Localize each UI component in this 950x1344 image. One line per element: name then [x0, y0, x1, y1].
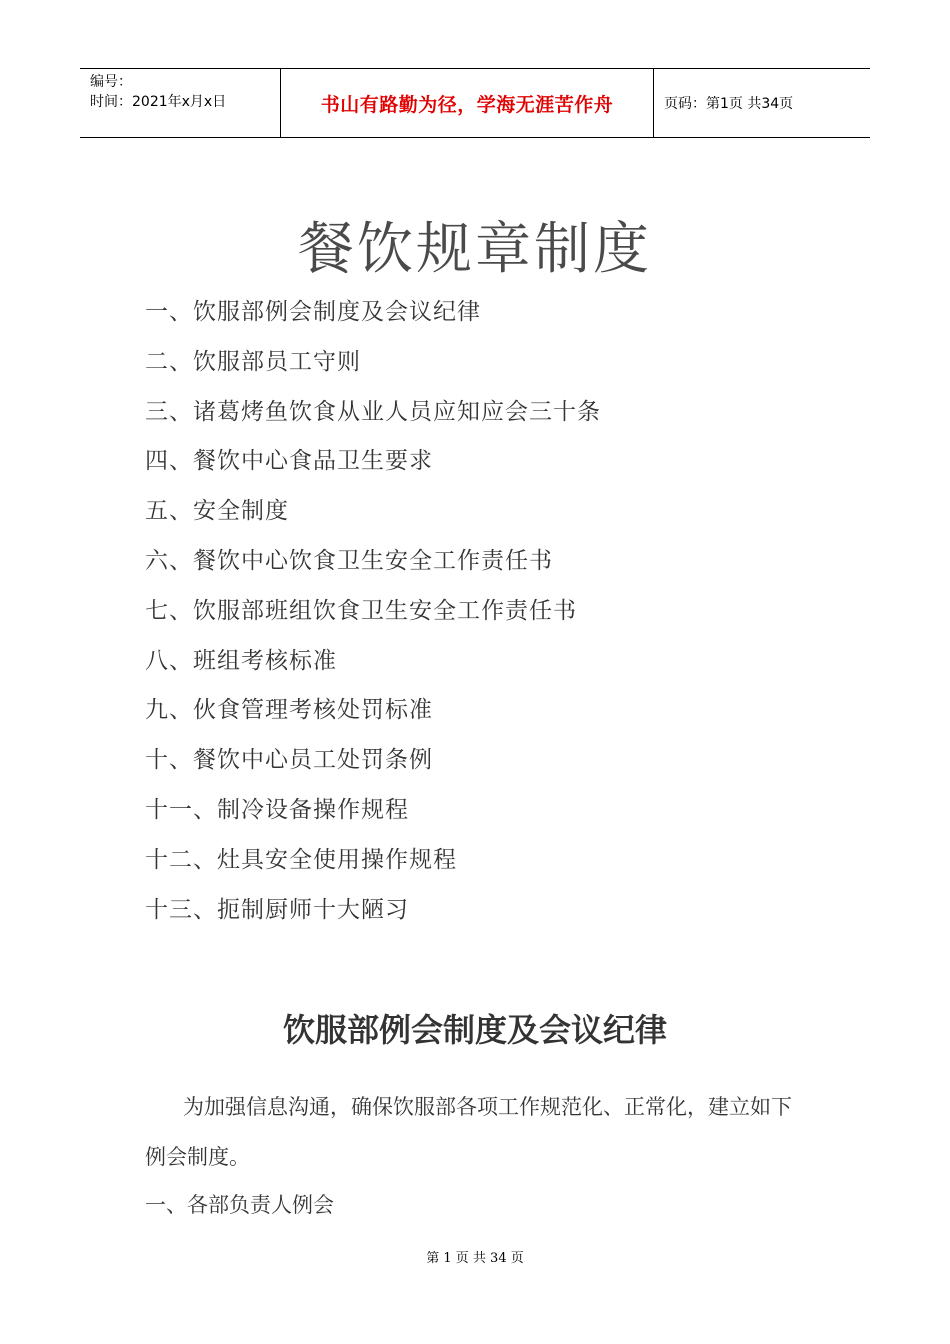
- toc-item: 八、班组考核标准: [145, 647, 337, 674]
- header-motto-cell: [281, 69, 654, 137]
- toc-item: 十二、灶具安全使用操作规程: [145, 846, 457, 873]
- toc-item: 二、饮服部员工守则: [145, 348, 361, 375]
- toc-item: 五、安全制度: [145, 498, 289, 525]
- table-of-contents: [145, 288, 601, 935]
- header-meta-cell: [80, 69, 281, 137]
- date-label: 时间：2021年x月x日: [90, 94, 227, 110]
- toc-item: 一、饮服部例会制度及会议纪律: [145, 299, 481, 325]
- page-info: 页码：第1页 共34页: [664, 96, 794, 112]
- motto-text: 书山有路勤为径，学海无涯苦作舟: [320, 93, 614, 116]
- page-footer: 第 1 页 共 34 页: [426, 1251, 524, 1266]
- toc-item: 六、餐饮中心饮食卫生安全工作责任书: [145, 547, 553, 574]
- section-title: 饮服部例会制度及会议纪律: [282, 1011, 667, 1049]
- toc-item: 十、餐饮中心员工处罚条例: [145, 747, 433, 774]
- toc-item: 十一、制冷设备操作规程: [145, 796, 409, 823]
- toc-item: 三、诸葛烤鱼饮食从业人员应知应会三十条: [145, 398, 601, 425]
- page-title: 餐饮规章制度: [298, 217, 652, 282]
- section-paragraph: 为加强信息沟通，确保饮服部各项工作规范化、正常化，建立如下例会制度。: [145, 1095, 792, 1169]
- header-page-cell: [654, 69, 870, 137]
- document-header: [80, 68, 870, 138]
- toc-item: 十三、扼制厨师十大陋习: [145, 896, 409, 923]
- toc-item: 七、饮服部班组饮食卫生安全工作责任书: [145, 597, 577, 624]
- toc-item: 九、伙食管理考核处罚标准: [145, 697, 433, 724]
- number-label: 编号：: [90, 74, 132, 90]
- section-subheading: 一、各部负责人例会: [145, 1193, 334, 1217]
- toc-item: 四、餐饮中心食品卫生要求: [145, 448, 433, 475]
